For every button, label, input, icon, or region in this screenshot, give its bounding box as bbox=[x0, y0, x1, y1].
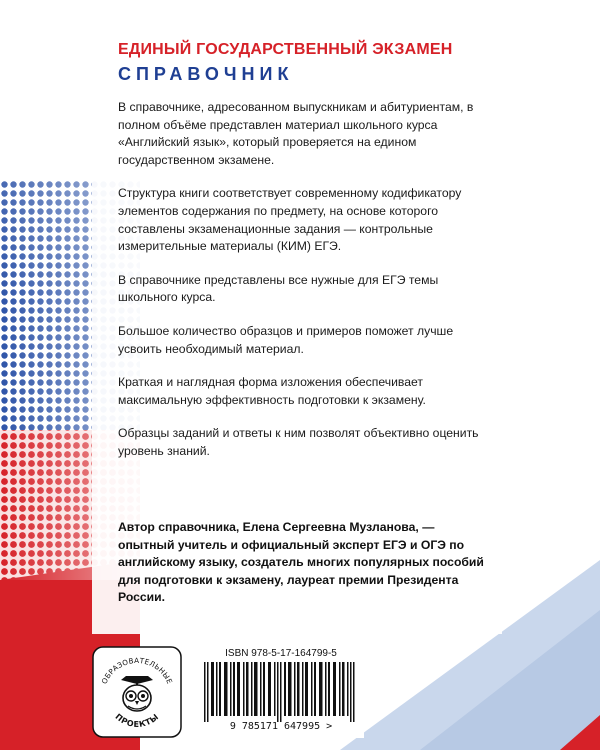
paragraph: В справочнике представлены все нужные для ЕГЭ темы школьного курса. bbox=[118, 272, 439, 305]
logo-top-text: ОБРАЗОВАТЕЛЬНЫЕ bbox=[99, 655, 175, 686]
publisher-logo bbox=[92, 646, 182, 738]
book-type-title: СПРАВОЧНИК bbox=[118, 64, 294, 84]
description-text bbox=[118, 99, 490, 477]
logo-bottom-text: ПРОЕКТЫ bbox=[113, 712, 161, 729]
exam-title: ЕДИНЫЙ ГОСУДАРСТВЕННЫЙ ЭКЗАМЕН bbox=[118, 41, 453, 58]
barcode-bars bbox=[200, 662, 362, 722]
isbn-number: ISBN 978-5-17-164799-5 bbox=[225, 648, 337, 659]
paragraph: Образцы заданий и ответы к ним позволят объективно оценить уровень знаний. bbox=[118, 426, 479, 458]
barcode-digits: 9 785171 647995 > bbox=[229, 721, 333, 732]
paragraph: Структура книги соответствует современному кодификатору элементов содержания по предмету, на основе которого составлены экзаменационные задания — контрольные измерительные материалы (КИМ) ЕГЭ. bbox=[118, 186, 462, 254]
barcode-block bbox=[198, 648, 364, 738]
paragraph: Большое количество образцов и примеров поможет лучше усвоить необходимый материал. bbox=[118, 323, 454, 356]
author-bio: Автор справочника, Елена Сергеевна Музланова, — опытный учитель и официальный эксперт ЕГЭ и ОГЭ по английскому языку, создатель многих популярных пособий для подготовки к экзамену, лауреат премии Президента России. bbox=[118, 520, 484, 605]
series-title bbox=[118, 40, 538, 86]
paragraph: В справочнике, адресованном выпускникам и абитуриентам, в полном объёме представлен материал школьного курса «Английский язык», который проверяется на едином государственном экзамене. bbox=[118, 100, 474, 167]
paragraph: Краткая и наглядная форма изложения обеспечивает максимальную эффективность подготовки к экзамену. bbox=[118, 375, 426, 407]
